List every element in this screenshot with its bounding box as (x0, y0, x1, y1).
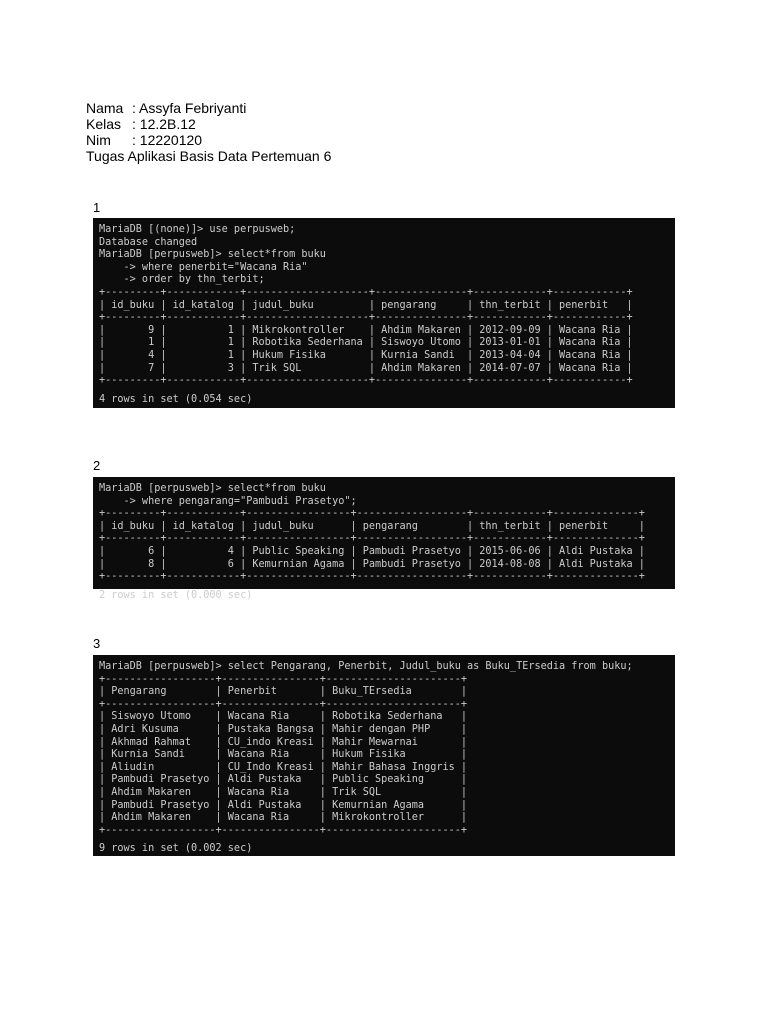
class-value: : 12.2B.12 (132, 116, 196, 132)
terminal-line: MariaDB [perpusweb]> select Pengarang, Penerbit, Judul_buku as Buku_TErsedia from buku; (99, 661, 633, 672)
terminal-line: | 8 | 6 | Kemurnian Agama | Pambudi Prasetyo | 2014-08-08 | Aldi Pustaka | (99, 558, 645, 570)
terminal-line: | Pengarang | Penerbit | Buku_TErsedia | (99, 686, 468, 698)
terminal-line: | 7 | 3 | Trik SQL | Ahdim Makaren | 2014-07-07 | Wacana Ria | (99, 362, 633, 374)
class-label: Kelas (86, 116, 122, 132)
nim-value: : 12220120 (132, 132, 203, 148)
terminal-line: -> order by thn_terbit; (99, 274, 265, 286)
terminal-line: MariaDB [perpusweb]> select*from buku (99, 483, 326, 494)
class-row (86, 116, 331, 132)
terminal-line: | id_buku | id_katalog | judul_buku | pengarang | thn_terbit | penerbit | (99, 299, 633, 311)
terminal-line: +---------+------------+-----------------+------------------+------------+--------------+ (99, 571, 645, 583)
terminal-line: | Kurnia Sandi | Wacana Ria | Hukum Fisika | (99, 749, 468, 761)
name-row (86, 100, 331, 116)
nim-label: Nim (86, 132, 111, 148)
nim-row (86, 132, 331, 148)
terminal-line: | Pambudi Prasetyo | Aldi Pustaka | Kemurnian Agama | (99, 799, 468, 811)
assignment-title: Tugas Aplikasi Basis Data Pertemuan 6 (86, 148, 332, 164)
terminal-line: 4 rows in set (0.054 sec) (99, 393, 253, 405)
terminal-line: +---------+------------+-----------------+------------------+------------+--------------+ (99, 508, 645, 520)
terminal-output-3 (93, 655, 675, 856)
terminal-line: | Aliudin | CU_Indo Kreasi | Mahir Bahasa Inggris | (99, 761, 468, 773)
student-info (86, 100, 331, 164)
name-label: Nama (86, 100, 124, 116)
terminal-line: | Pambudi Prasetyo | Aldi Pustaka | Public Speaking | (99, 774, 468, 786)
section-number-2: 2 (93, 458, 101, 473)
terminal-line: | id_buku | id_katalog | judul_buku | pengarang | thn_terbit | penerbit | (99, 520, 645, 532)
terminal-line: +---------+------------+--------------------+---------------+------------+------------+ (99, 286, 633, 298)
section-number-3: 3 (93, 636, 101, 651)
terminal-line: +------------------+----------------+----------------------+ (99, 673, 468, 685)
terminal-output-1 (93, 218, 675, 408)
terminal-line: | Ahdim Makaren | Wacana Ria | Mikrokontroller | (99, 812, 468, 824)
terminal-line: MariaDB [(none)]> use perpusweb; (99, 224, 296, 235)
terminal-line: | Ahdim Makaren | Wacana Ria | Trik SQL | (99, 786, 468, 798)
terminal-line: Database changed (99, 236, 198, 248)
terminal-line: | 1 | 1 | Robotika Sederhana | Siswoyo Utomo | 2013-01-01 | Wacana Ria | (99, 337, 633, 349)
terminal-line: +---------+------------+--------------------+---------------+------------+------------+ (99, 375, 633, 387)
terminal-line: +------------------+----------------+----------------------+ (99, 698, 468, 710)
terminal-line: | Akhmad Rahmat | CU_indo Kreasi | Mahir Mewarnai | (99, 736, 468, 748)
terminal-line: -> where pengarang="Pambudi Prasetyo"; (99, 495, 357, 507)
terminal-line: -> where penerbit="Wacana Ria" (99, 261, 308, 273)
terminal-line: | Adri Kusuma | Pustaka Bangsa | Mahir dengan PHP | (99, 723, 468, 735)
terminal-line: | 9 | 1 | Mikrokontroller | Ahdim Makaren | 2012-09-09 | Wacana Ria | (99, 324, 633, 336)
terminal-line: 9 rows in set (0.002 sec) (99, 843, 253, 855)
terminal-line: | 6 | 4 | Public Speaking | Pambudi Prasetyo | 2015-06-06 | Aldi Pustaka | (99, 545, 645, 557)
terminal-line: MariaDB [perpusweb]> select*from buku (99, 249, 326, 261)
name-value: : Assyfa Febriyanti (132, 100, 247, 116)
terminal-line: +---------+------------+--------------------+---------------+------------+------------+ (99, 312, 633, 324)
terminal-line: +---------+------------+-----------------+------------------+------------+--------------+ (99, 533, 645, 545)
terminal-line: 2 rows in set (0.000 sec) (99, 589, 253, 601)
terminal-line: +------------------+----------------+----------------------+ (99, 824, 468, 836)
terminal-line: | 4 | 1 | Hukum Fisika | Kurnia Sandi | 2013-04-04 | Wacana Ria | (99, 349, 633, 361)
terminal-output-2 (93, 477, 675, 601)
section-number-1: 1 (93, 200, 101, 215)
terminal-line: | Siswoyo Utomo | Wacana Ria | Robotika Sederhana | (99, 711, 468, 723)
